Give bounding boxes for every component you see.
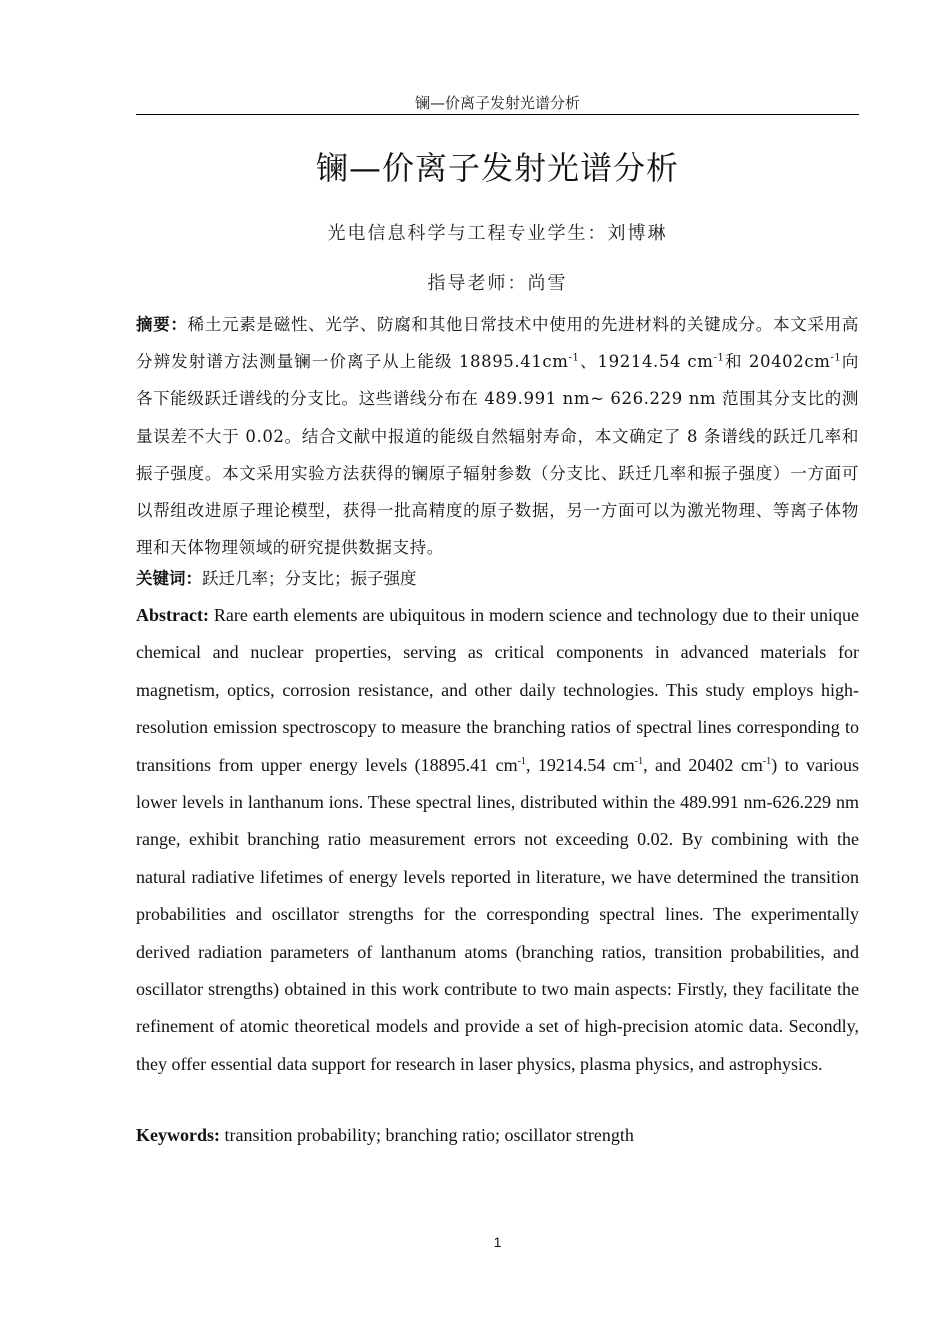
- keywords-cn: [136, 563, 859, 595]
- keywords-en-label: Keywords:: [136, 1125, 220, 1145]
- abstract-cn-label: 摘要：: [136, 315, 188, 334]
- keywords-cn-text: 跃迁几率；分支比；振子强度: [202, 569, 417, 588]
- abstract-cn-sup-2: -1: [713, 352, 725, 364]
- author-line: 光电信息科学与工程专业学生：刘博琳: [327, 223, 668, 244]
- abstract-en-text-4: ) to various lower levels in lanthanum ions. These spectral lines, distributed within the 489.991 nm-626.229 nm range, exhibit branching ratio measurement errors not exceeding 0.02. By combining with the natural radiative lifetimes of energy levels reported in literature, we have determined the transition probabilities and oscillator strengths for the corresponding spectral lines. The experimentally derived radiation parameters of lanthanum atoms (branching ratios, transition probabilities, and oscillator strengths) obtained in this work contribute to two main aspects: Firstly, they facilitate the refinement of atomic theoretical models and provide a set of high-precision atomic data. Secondly, they offer essential data support for research in laser physics, plasma physics, and astrophysics.: [136, 754, 860, 1074]
- abstract-cn: [136, 306, 859, 566]
- abstract-en-sup-3: -1: [762, 755, 772, 767]
- abstract-en-text-3: , and 20402 cm: [643, 754, 763, 775]
- keywords-cn-label: 关键词：: [136, 569, 202, 588]
- keywords-en: [136, 1120, 859, 1150]
- abstract-cn-text-2: 、19214.54 cm: [579, 352, 714, 372]
- abstract-cn-text-1: 稀土元素是磁性、光学、防腐和其他日常技术中使用的先进材料的关键成分。本文采用高分辨发射谱方法测量镧一价离子从上能级 18895.41cm: [136, 315, 859, 372]
- abstract-cn-text-4: 向各下能级跃迁谱线的分支比。这些谱线分布在 489.991 nm~ 626.229 nm 范围其分支比的测量误差不大于 0.02。结合文献中报道的能级自然辐射寿命，本文确定了 8 条谱线的跃迁几率和振子强度。本文采用实验方法获得的镧原子辐射参数（分支比、跃迁几率和振子强度）一方面可以帮组改进原子理论模型，获得一批高精度的原子数据，另一方面可以为激光物理、等离子体物理和天体物理领域的研究提供数据支持。: [136, 352, 859, 558]
- abstract-cn-sup-3: -1: [830, 352, 842, 364]
- page-number: 1: [493, 1234, 502, 1250]
- abstract-en-text-1: Rare earth elements are ubiquitous in modern science and technology due to their unique chemical and nuclear properties, serving as critical components in advanced materials for magnetism, optics, corrosion resistance, and other daily technologies. This study employs high-resolution emission spectroscopy to measure the branching ratios of spectral lines corresponding to transitions from upper energy levels (18895.41 cm: [136, 605, 859, 775]
- header-rule: [136, 114, 859, 115]
- abstract-cn-sup-1: -1: [568, 352, 580, 364]
- abstract-en-text-2: , 19214.54 cm: [525, 754, 635, 775]
- advisor-line: 指导老师：尚雪: [427, 273, 568, 294]
- abstract-en-sup-2: -1: [634, 755, 644, 767]
- running-header: 镧—价离子发射光谱分析: [414, 94, 580, 112]
- abstract-en: [136, 597, 859, 1083]
- abstract-en-sup-1: -1: [517, 755, 526, 767]
- keywords-en-text: transition probability; branching ratio; oscillator strength: [220, 1125, 634, 1145]
- abstract-cn-text-3: 和 20402cm: [724, 352, 831, 372]
- abstract-en-label: Abstract:: [136, 605, 209, 625]
- page-title: 镧—价离子发射光谱分析: [315, 149, 679, 187]
